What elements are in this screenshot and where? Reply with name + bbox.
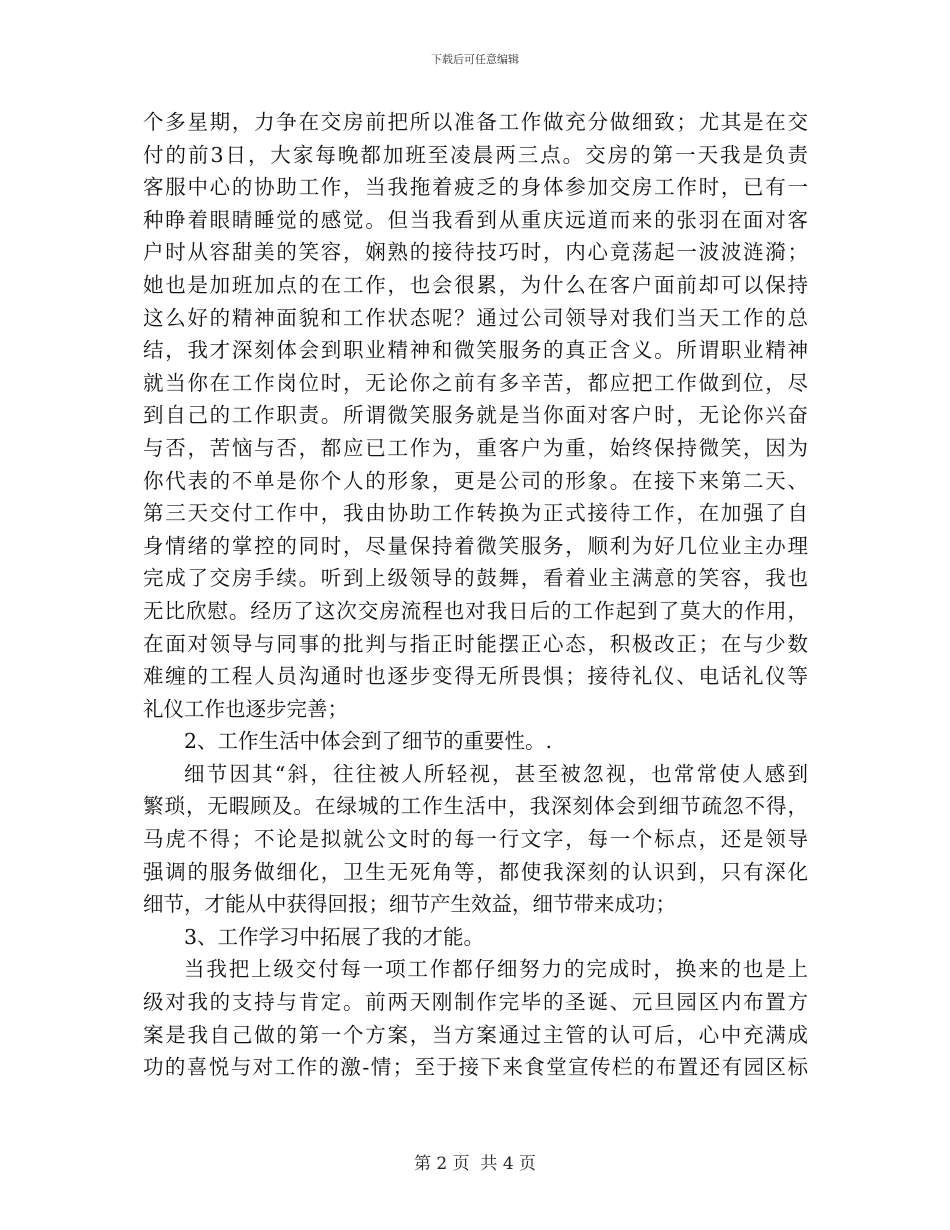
body-line: 个多星期，力争在交房前把所以准备工作做充分做细致；尤其是在交: [143, 110, 808, 134]
body-line: 到自己的工作职责。所谓微笑服务就是当你面对客户时，无论你兴奋: [143, 403, 808, 428]
body-line: 付的前3日，大家每晚都加班至凌晨两三点。交房的第一天我是负责: [143, 142, 808, 167]
body-line: 无比欣慰。经历了这次交房流程也对我日后的工作起到了莫大的作用，: [143, 598, 808, 623]
page-header-note: 下载后可任意编辑: [431, 53, 519, 66]
page-suffix: 页: [519, 1154, 537, 1174]
body-line: 这么好的精神面貌和工作状态呢？通过公司领导对我们当天工作的总: [143, 305, 808, 330]
body-line: 案是我自己做的第一个方案，当方案通过主管的认可后，心中充满成: [143, 1022, 808, 1047]
page-number-footer: [0, 1153, 950, 1175]
body-line: 强调的服务做细化，卫生无死角等，都使我深刻的认识到，只有深化: [143, 859, 808, 884]
page-prefix: 第: [413, 1154, 431, 1174]
body-line: 马虎不得；不论是拟就公文时的每一行文字，每一个标点，还是领导: [143, 827, 808, 852]
body-line: 当我把上级交付每一项工作都仔细努力的完成时，换来的也是上: [184, 957, 808, 982]
body-line: 细节因其“斜，往往被人所轻视，甚至被忽视，也常常使人感到: [184, 761, 808, 786]
body-line: 在面对领导与同事的批判与指正时能摆正心态，积极改正；在与少数: [143, 631, 808, 656]
section-heading: 3、工作学习中拓展了我的才能。: [184, 924, 485, 949]
page-current: 2: [436, 1154, 448, 1174]
body-line: 功的喜悦与对工作的激-情；至于接下来食堂宣传栏的布置还有园区标: [143, 1055, 808, 1080]
body-line: 细节，才能从中获得回报；细节产生效益，细节带来成功；: [143, 892, 676, 917]
page-total: 4: [502, 1154, 514, 1174]
body-line: 第三天交付工作中，我由协助工作转换为正式接待工作，在加强了自: [143, 501, 808, 526]
body-line: 你代表的不单是你个人的形象，更是公司的形象。在接下来第二天、: [143, 468, 808, 493]
body-line: 种睁着眼睛睡觉的感觉。但当我看到从重庆远道而来的张羽在面对客: [143, 207, 808, 232]
body-line: 她也是加班加点的在工作，也会很累，为什么在客户面前却可以保持: [143, 272, 808, 297]
body-line: 与否，苦恼与否，都应已工作为，重客户为重，始终保持微笑，因为: [143, 435, 808, 460]
body-line: 完成了交房手续。听到上级领导的鼓舞，看着业主满意的笑容，我也: [143, 566, 808, 591]
body-line: 客服中心的协助工作，当我拖着疲乏的身体参加交房工作时，已有一: [143, 175, 808, 200]
body-line: 身情绪的掌控的同时，尽量保持着微笑服务，顺利为好几位业主办理: [143, 533, 808, 558]
body-line: 难缠的工程人员沟通时也逐步变得无所畏惧；接待礼仪、电话礼仪等: [143, 664, 808, 689]
body-line: 繁琐，无暇顾及。在绿城的工作生活中，我深刻体会到细节疏忽不得，: [143, 794, 808, 819]
body-line: 结，我才深刻体会到职业精神和微笑服务的真正含义。所谓职业精神: [143, 338, 808, 363]
page-mid: 页 共: [452, 1154, 498, 1174]
document-body: [143, 106, 808, 1084]
body-line: 就当你在工作岗位时，无论你之前有多辛苦，都应把工作做到位，尽: [143, 370, 808, 395]
body-line: 户时从容甜美的笑容，娴熟的接待技巧时，内心竟荡起一波波涟漪；: [143, 240, 808, 265]
section-heading: 2、工作生活中体会到了细节的重要性。.: [184, 729, 553, 754]
body-line: 级对我的支持与肯定。前两天刚制作完毕的圣诞、元旦园区内布置方: [143, 990, 808, 1015]
body-line: 礼仪工作也逐步完善；: [143, 696, 348, 721]
